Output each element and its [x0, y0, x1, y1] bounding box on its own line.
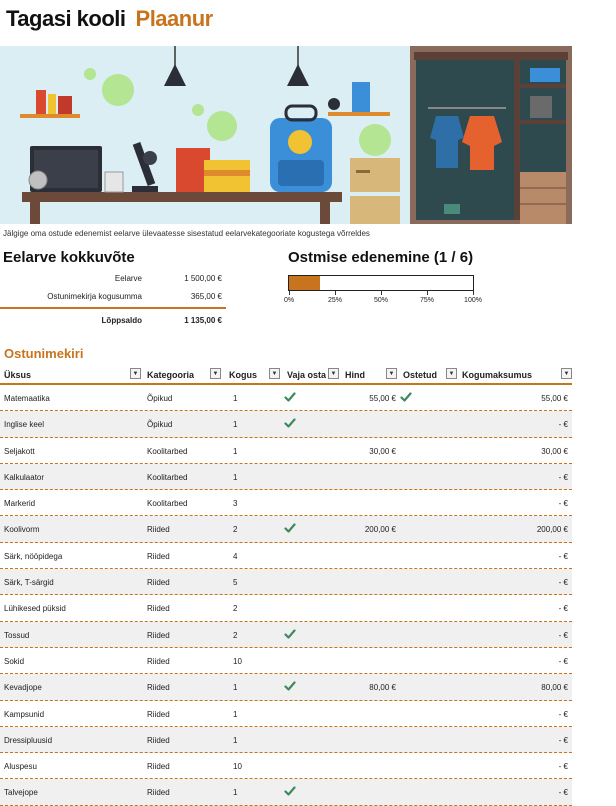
table-row[interactable] [0, 622, 572, 648]
quantity-cell: 4 [233, 551, 238, 561]
category-cell: Riided [147, 604, 170, 614]
item-cell: Lühikesed püksid [4, 604, 66, 614]
item-cell: Matemaatika [4, 394, 50, 403]
progress-tick [335, 291, 336, 295]
category-cell: Riided [147, 709, 170, 719]
column-header: Kogumaksumus [462, 370, 533, 380]
progress-tick-label: 0% [283, 297, 295, 304]
page-subtitle: Jälgige oma ostude edenemist eelarve ülevaatesse sisestatud eelarvekategooriate kogustega võrreldes [3, 229, 370, 238]
table-row[interactable] [0, 438, 572, 464]
category-cell: Riided [147, 788, 170, 798]
total-cell: 80,00 € [541, 683, 568, 693]
column-header: Ostetud [403, 370, 438, 380]
progress-heading: Ostmise edenemine (1 / 6) [288, 249, 474, 266]
category-cell: Riided [147, 630, 170, 640]
filter-dropdown-icon[interactable]: ▼ [210, 368, 221, 379]
category-cell: Riided [147, 578, 170, 588]
total-cell: - € [558, 551, 568, 561]
table-row[interactable] [0, 543, 572, 569]
item-cell: Seljakott [4, 446, 35, 456]
quantity-cell: 1 [233, 394, 238, 403]
quantity-cell: 2 [233, 525, 238, 535]
progress-tick-label: 25% [327, 297, 343, 304]
quantity-cell: 2 [233, 604, 238, 614]
total-cell: - € [558, 604, 568, 614]
item-cell: Talvejope [4, 788, 38, 798]
title-part1: Tagasi kooli [6, 6, 126, 31]
need-check-icon [284, 785, 296, 797]
quantity-cell: 1 [233, 420, 238, 430]
quantity-cell: 1 [233, 446, 238, 456]
need-check-icon [284, 417, 296, 429]
table-row[interactable] [0, 674, 572, 700]
table-row[interactable] [0, 779, 572, 805]
column-header: Üksus [4, 370, 32, 380]
category-cell: Koolitarbed [147, 446, 188, 456]
purchase-progress-bar [288, 275, 474, 291]
table-header [0, 367, 572, 385]
total-cell: - € [558, 656, 568, 666]
balance-value: 1 135,00 € [184, 316, 222, 325]
total-cell: - € [558, 499, 568, 509]
total-cell: - € [558, 472, 568, 482]
filter-dropdown-icon[interactable]: ▼ [386, 368, 397, 379]
budget-separator [0, 307, 226, 309]
hero-illustration [0, 46, 572, 224]
quantity-cell: 2 [233, 630, 238, 640]
quantity-cell: 1 [233, 472, 238, 482]
category-cell: Koolitarbed [147, 499, 188, 509]
budget-row-label: Eelarve [114, 274, 142, 283]
need-check-icon [284, 680, 296, 692]
category-cell: Riided [147, 551, 170, 561]
total-cell: - € [558, 709, 568, 719]
table-row[interactable] [0, 569, 572, 595]
table-row[interactable] [0, 464, 572, 490]
item-cell: Inglise keel [4, 420, 45, 430]
item-cell: Tossud [4, 630, 30, 640]
shopping-list-table [0, 367, 572, 806]
column-header: Kogus [229, 370, 257, 380]
total-cell: 200,00 € [536, 525, 568, 535]
budget-row-label: Ostunimekirja kogusumma [47, 292, 142, 301]
item-cell: Markerid [4, 499, 36, 509]
table-row[interactable] [0, 516, 572, 542]
title-part2: Plaanur [135, 6, 213, 31]
bought-check-icon [400, 391, 412, 403]
shopping-list-heading: Ostunimekiri [4, 346, 84, 361]
total-cell: - € [558, 735, 568, 745]
item-cell: Kampsunid [4, 709, 45, 719]
quantity-cell: 5 [233, 578, 238, 588]
item-cell: Koolivorm [4, 525, 40, 535]
item-cell: Aluspesu [4, 762, 37, 772]
filter-dropdown-icon[interactable]: ▼ [130, 368, 141, 379]
need-check-icon [284, 522, 296, 534]
budget-row-value: 1 500,00 € [184, 274, 222, 283]
price-cell: 55,00 € [369, 394, 396, 403]
price-cell: 200,00 € [364, 525, 396, 535]
total-cell: - € [558, 762, 568, 772]
total-cell: - € [558, 420, 568, 430]
table-row[interactable] [0, 411, 572, 437]
progress-tick-label: 75% [419, 297, 435, 304]
table-row[interactable] [0, 595, 572, 621]
budget-row [0, 271, 226, 287]
table-row[interactable] [0, 385, 572, 411]
category-cell: Riided [147, 656, 170, 666]
budget-row-value: 365,00 € [190, 292, 222, 301]
quantity-cell: 1 [233, 709, 238, 719]
filter-dropdown-icon[interactable]: ▼ [328, 368, 339, 379]
total-cell: 55,00 € [541, 394, 568, 403]
item-cell: Kevadjope [4, 683, 42, 693]
category-cell: Õpikud [147, 394, 173, 403]
table-row[interactable] [0, 727, 572, 753]
progress-tick [473, 291, 474, 295]
need-check-icon [284, 391, 296, 403]
progress-tick [381, 291, 382, 295]
category-cell: Riided [147, 525, 170, 535]
quantity-cell: 3 [233, 499, 238, 509]
category-cell: Õpikud [147, 420, 173, 430]
category-cell: Riided [147, 683, 170, 693]
column-header: Vaja osta [287, 370, 327, 380]
column-header: Hind [345, 370, 365, 380]
quantity-cell: 10 [233, 656, 242, 666]
filter-dropdown-icon[interactable]: ▼ [561, 368, 572, 379]
filter-dropdown-icon[interactable]: ▼ [269, 368, 280, 379]
item-cell: Särk, T-särgid [4, 578, 54, 588]
table-row[interactable] [0, 753, 572, 779]
item-cell: Kalkulaator [4, 472, 45, 482]
item-cell: Dressipluusid [4, 735, 53, 745]
progress-tick-label: 50% [373, 297, 389, 304]
quantity-cell: 1 [233, 788, 238, 798]
progress-fill [289, 276, 320, 290]
category-cell: Koolitarbed [147, 472, 188, 482]
filter-dropdown-icon[interactable]: ▼ [446, 368, 457, 379]
quantity-cell: 10 [233, 762, 242, 772]
category-cell: Riided [147, 762, 170, 772]
item-cell: Sokid [4, 656, 25, 666]
progress-axis [283, 291, 482, 307]
item-cell: Särk, nööpidega [4, 551, 63, 561]
table-row[interactable] [0, 701, 572, 727]
page-title [6, 6, 213, 32]
table-row[interactable] [0, 648, 572, 674]
category-cell: Riided [147, 735, 170, 745]
progress-tick [427, 291, 428, 295]
total-cell: - € [558, 578, 568, 588]
quantity-cell: 1 [233, 735, 238, 745]
budget-heading: Eelarve kokkuvõte [3, 249, 135, 266]
total-cell: - € [558, 630, 568, 640]
total-cell: 30,00 € [541, 446, 568, 456]
budget-balance-row [0, 313, 226, 329]
price-cell: 80,00 € [369, 683, 396, 693]
need-check-icon [284, 628, 296, 640]
progress-tick-label: 100% [464, 297, 482, 304]
price-cell: 30,00 € [369, 446, 396, 456]
progress-tick [289, 291, 290, 295]
column-header: Kategooria [147, 370, 195, 380]
balance-label: Lõppsaldo [101, 316, 142, 325]
total-cell: - € [558, 788, 568, 798]
quantity-cell: 1 [233, 683, 238, 693]
table-row[interactable] [0, 490, 572, 516]
budget-row [0, 289, 226, 305]
